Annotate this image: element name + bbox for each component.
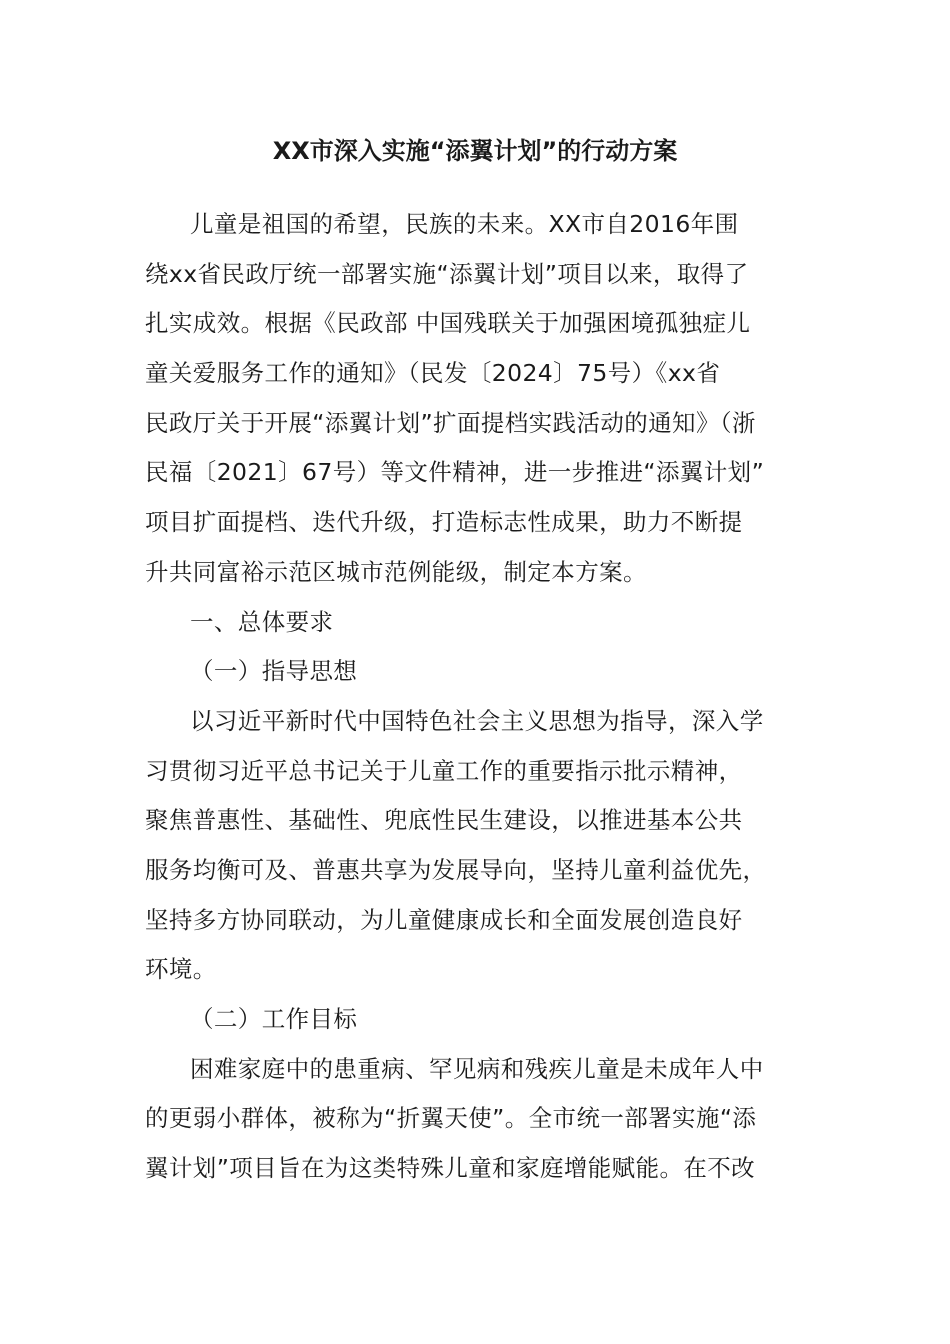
paragraph-line: 童关爱服务工作的通知》（民发〔2024〕75号）《xx省: [145, 359, 721, 388]
paragraph-line: 坚持多方协同联动，为儿童健康成长和全面发展创造良好: [145, 905, 743, 934]
subsection-heading: （二）工作目标: [190, 1005, 358, 1033]
paragraph-line: 以习近平新时代中国特色社会主义思想为指导，深入学: [190, 706, 764, 735]
paragraph-line: 困难家庭中的患重病、罕见病和残疾儿童是未成年人中: [190, 1054, 764, 1083]
paragraph-line: 环境。: [145, 955, 217, 984]
paragraph-line: 项目扩面提档、迭代升级，打造标志性成果，助力不断提: [145, 508, 743, 537]
document-body: [145, 200, 805, 1194]
section-heading: 一、总体要求: [190, 607, 334, 636]
paragraph-line: 扎实成效。根据《民政部 中国残联关于加强困境孤独症儿: [145, 309, 751, 338]
paragraph-line: 聚焦普惠性、基础性、兜底性民生建设，以推进基本公共: [145, 806, 743, 835]
paragraph-line: 的更弱小群体，被称为“折翼天使”。全市统一部署实施“添: [145, 1104, 757, 1133]
paragraph-line: 升共同富裕示范区城市范例能级，制定本方案。: [145, 557, 647, 586]
subsection-heading: （一）指导思想: [190, 657, 358, 686]
document-title: XX市深入实施“添翼计划”的行动方案: [272, 137, 678, 165]
paragraph-line: 服务均衡可及、普惠共享为发展导向，坚持儿童利益优先，: [145, 855, 767, 884]
paragraph-line: 习贯彻习近平总书记关于儿童工作的重要指示批示精神，: [145, 756, 743, 785]
paragraph-line: 民福〔2021〕67号）等文件精神，进一步推进“添翼计划”: [145, 458, 765, 487]
paragraph-line: 民政厅关于开展“添翼计划”扩面提档实践活动的通知》（浙: [145, 408, 756, 437]
paragraph-line: 绕xx省民政厅统一部署实施“添翼计划”项目以来，取得了: [145, 259, 749, 288]
paragraph-line: 翼计划”项目旨在为这类特殊儿童和家庭增能赋能。在不改: [145, 1154, 756, 1183]
paragraph-line: 儿童是祖国的希望，民族的未来。XX市自2016年围: [190, 210, 739, 238]
